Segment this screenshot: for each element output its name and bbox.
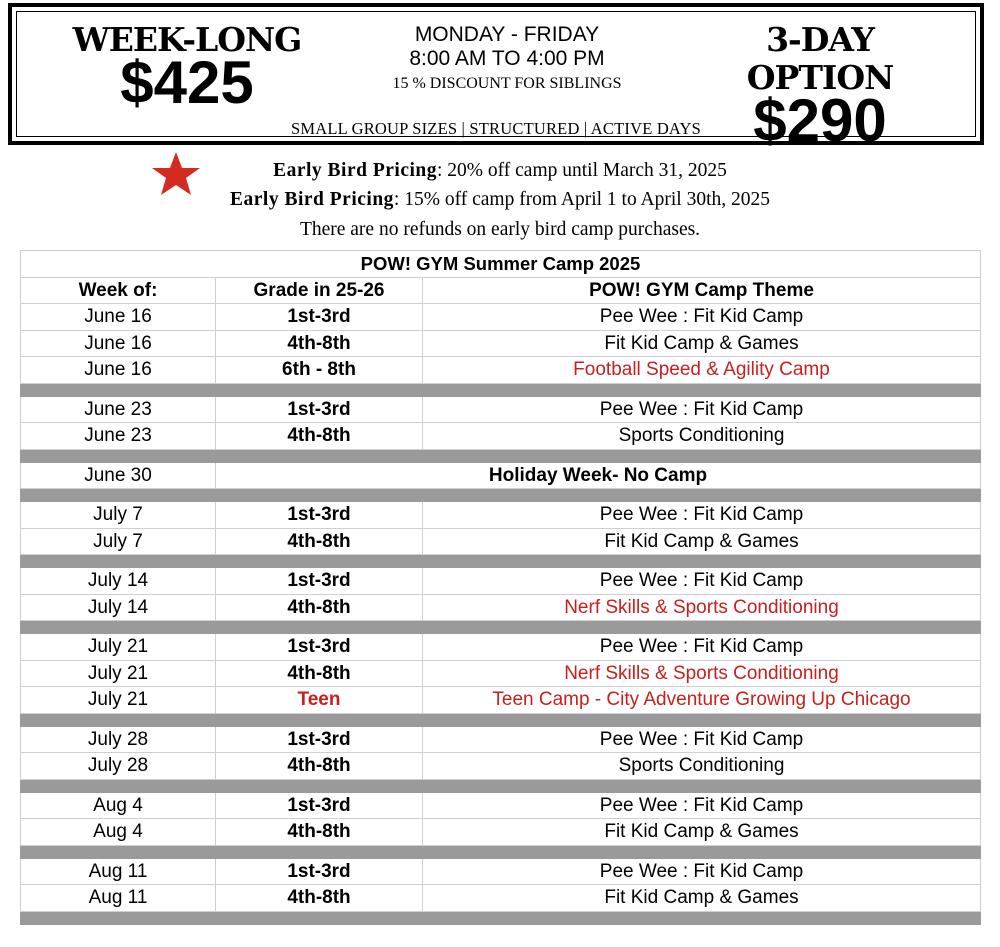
separator-bar (21, 713, 981, 726)
week-cell: July 14 (21, 568, 216, 595)
separator-bar (21, 555, 981, 568)
theme-cell: Pee Wee : Fit Kid Camp (423, 858, 981, 885)
week-separator (21, 845, 981, 858)
camp-days: MONDAY - FRIDAY (414, 23, 600, 46)
grade-cell: 1st-3rd (216, 858, 423, 885)
week-cell: July 21 (21, 687, 216, 714)
sibling-discount: 15 % DISCOUNT FOR SIBLINGS (392, 75, 622, 92)
theme-cell: Pee Wee : Fit Kid Camp (423, 502, 981, 529)
grade-cell: 1st-3rd (216, 634, 423, 661)
grade-cell: 1st-3rd (216, 792, 423, 819)
tagline: SMALL GROUP SIZES | STRUCTURED | ACTIVE DAYS (290, 119, 702, 138)
early-bird-text-1: : 20% off camp until March 31, 2025 (436, 160, 727, 181)
week-separator (21, 713, 981, 726)
grade-cell: 1st-3rd (216, 568, 423, 595)
table-row (21, 568, 981, 595)
schedule-info (312, 23, 702, 93)
week-separator (21, 779, 981, 792)
table-row (21, 502, 981, 529)
grade-cell: 1st-3rd (216, 502, 423, 529)
theme-cell: Fit Kid Camp & Games (423, 885, 981, 912)
week-cell: June 16 (21, 330, 216, 357)
header-week: Week of: (21, 277, 216, 304)
week-long-price: $425 (120, 49, 254, 116)
theme-cell: Sports Conditioning (423, 753, 981, 780)
table-row (21, 726, 981, 753)
week-cell: June 23 (21, 423, 216, 450)
week-cell: Aug 11 (21, 885, 216, 912)
theme-cell: Sports Conditioning (423, 423, 981, 450)
table-row (21, 819, 981, 846)
table-row (21, 330, 981, 357)
table-row (21, 858, 981, 885)
grade-cell: 4th-8th (216, 528, 423, 555)
table-row (21, 885, 981, 912)
week-separator (21, 449, 981, 462)
grade-cell: 1st-3rd (216, 304, 423, 331)
theme-cell: Fit Kid Camp & Games (423, 528, 981, 555)
theme-cell: Football Speed & Agility Camp (423, 357, 981, 384)
theme-cell: Nerf Skills & Sports Conditioning (423, 594, 981, 621)
table-row (21, 423, 981, 450)
early-bird-label-2: Early Bird Pricing (230, 189, 394, 210)
theme-cell: Pee Wee : Fit Kid Camp (423, 634, 981, 661)
week-long-block (72, 20, 302, 116)
grade-cell: 1st-3rd (216, 726, 423, 753)
table-row (21, 660, 981, 687)
table-row (21, 462, 981, 489)
theme-cell: Nerf Skills & Sports Conditioning (423, 660, 981, 687)
separator-bar (21, 779, 981, 792)
week-cell: June 16 (21, 304, 216, 331)
week-cell: July 14 (21, 594, 216, 621)
three-day-label: 3-DAY OPTION (746, 20, 894, 97)
table-row (21, 528, 981, 555)
week-long-label: WEEK-LONG (72, 20, 302, 59)
header-grade: Grade in 25-26 (216, 277, 423, 304)
week-cell: June 30 (21, 462, 216, 489)
week-cell: July 21 (21, 634, 216, 661)
theme-cell: Pee Wee : Fit Kid Camp (423, 396, 981, 423)
week-cell: July 7 (21, 502, 216, 529)
grade-cell: 4th-8th (216, 594, 423, 621)
week-cell: July 7 (21, 528, 216, 555)
week-cell: July 21 (21, 660, 216, 687)
week-separator (21, 911, 981, 924)
week-cell: July 28 (21, 726, 216, 753)
early-bird-label-1: Early Bird Pricing (273, 160, 437, 181)
week-separator (21, 621, 981, 634)
week-cell: June 23 (21, 396, 216, 423)
week-separator (21, 555, 981, 568)
table-row (21, 753, 981, 780)
theme-cell: Fit Kid Camp & Games (423, 819, 981, 846)
header-theme: POW! GYM Camp Theme (423, 277, 981, 304)
separator-bar (21, 621, 981, 634)
week-cell: July 28 (21, 753, 216, 780)
grade-cell: 4th-8th (216, 885, 423, 912)
separator-bar (21, 383, 981, 396)
separator-bar (21, 449, 981, 462)
theme-cell: Pee Wee : Fit Kid Camp (423, 568, 981, 595)
grade-cell: 1st-3rd (216, 396, 423, 423)
grade-cell: Teen (216, 687, 423, 714)
table-row (21, 792, 981, 819)
table-row (21, 687, 981, 714)
week-cell: Aug 4 (21, 792, 216, 819)
grade-cell: 4th-8th (216, 330, 423, 357)
table-row (21, 357, 981, 384)
table-header-row (21, 277, 981, 304)
holiday-cell: Holiday Week- No Camp (216, 462, 981, 489)
separator-bar (21, 845, 981, 858)
theme-cell: Teen Camp - City Adventure Growing Up Chicago (423, 687, 981, 714)
table-title-row (21, 251, 981, 278)
grade-cell: 4th-8th (216, 660, 423, 687)
week-cell: June 16 (21, 357, 216, 384)
theme-cell: Fit Kid Camp & Games (423, 330, 981, 357)
grade-cell: 4th-8th (216, 753, 423, 780)
grade-cell: 6th - 8th (216, 357, 423, 384)
table-row (21, 594, 981, 621)
camp-schedule-table (20, 250, 981, 925)
separator-bar (21, 911, 981, 924)
table-row (21, 304, 981, 331)
table-body (21, 304, 981, 925)
grade-cell: 4th-8th (216, 423, 423, 450)
camp-hours: 8:00 AM TO 4:00 PM (409, 47, 605, 70)
week-cell: Aug 11 (21, 858, 216, 885)
pricing-header (8, 3, 984, 154)
grade-cell: 4th-8th (216, 819, 423, 846)
week-separator (21, 383, 981, 396)
separator-bar (21, 489, 981, 502)
early-bird-text-2: : 15% off camp from April 1 to April 30th, 2025 (393, 189, 770, 210)
table-row (21, 634, 981, 661)
theme-cell: Pee Wee : Fit Kid Camp (423, 304, 981, 331)
table-row (21, 396, 981, 423)
refund-note: There are no refunds on early bird camp purchases. (299, 219, 701, 240)
theme-cell: Pee Wee : Fit Kid Camp (423, 726, 981, 753)
week-cell: Aug 4 (21, 819, 216, 846)
three-day-price: $290 (753, 87, 887, 154)
early-bird-note-1 (0, 160, 1000, 182)
theme-cell: Pee Wee : Fit Kid Camp (423, 792, 981, 819)
early-bird-note-2 (0, 189, 1000, 211)
table-title: POW! GYM Summer Camp 2025 (21, 251, 981, 278)
week-separator (21, 489, 981, 502)
